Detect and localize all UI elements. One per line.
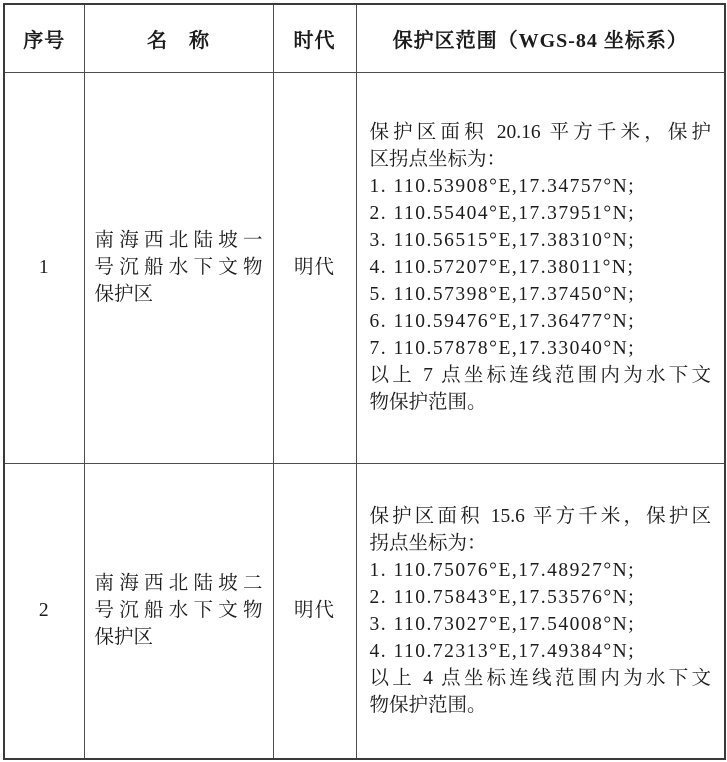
protection-zone-table [3, 3, 726, 760]
table-row [4, 463, 725, 759]
site-name-cell [84, 72, 273, 463]
range-intro-line: 拐点坐标为： [369, 532, 487, 554]
table-header-row [4, 4, 725, 72]
coordinate-line: 7. 110.57878°E,17.33040°N; [369, 338, 636, 359]
header-era: 时代 [273, 4, 356, 72]
site-name-line: 南海西北陆坡一 [94, 230, 263, 251]
protection-range-cell [356, 72, 725, 463]
range-intro-line: 保护区面积 20.16 平方千米，保护 [369, 122, 711, 143]
coordinate-line: 4. 110.72313°E,17.49384°N; [369, 640, 636, 662]
coordinate-line: 4. 110.57207°E,17.38011°N; [369, 257, 635, 278]
range-closing-line: 物保护范围。 [369, 392, 487, 413]
site-name-line: 号沉船水下文物 [94, 600, 263, 622]
site-name-cell [84, 463, 273, 759]
coordinate-line: 3. 110.56515°E,17.38310°N; [369, 230, 636, 251]
site-name-line: 南海西北陆坡二 [94, 573, 263, 595]
header-name: 名 称 [84, 4, 273, 72]
range-intro-line: 保护区面积 15.6 平方千米，保护区 [369, 505, 711, 527]
range-closing-line: 物保护范围。 [369, 694, 487, 716]
header-serial-number: 序号 [4, 4, 84, 72]
coordinate-line: 1. 110.75076°E,17.48927°N; [369, 559, 636, 581]
range-closing-line: 以上 4 点坐标连线范围内为水下文 [369, 667, 711, 689]
coordinate-line: 5. 110.57398°E,17.37450°N; [369, 284, 636, 305]
site-name-line: 保护区 [94, 284, 154, 305]
range-intro-line: 区拐点坐标为： [369, 149, 507, 170]
coordinate-line: 2. 110.55404°E,17.37951°N; [369, 203, 636, 224]
coordinate-line: 3. 110.73027°E,17.54008°N; [369, 613, 636, 635]
header-protection-range: 保护区范围（WGS-84 坐标系） [356, 4, 725, 72]
coordinate-line: 1. 110.53908°E,17.34757°N; [369, 176, 636, 197]
serial-number-cell: 2 [4, 463, 84, 759]
era-cell: 明代 [273, 463, 356, 759]
coordinate-line: 6. 110.59476°E,17.36477°N; [369, 311, 636, 332]
serial-number-cell: 1 [4, 72, 84, 463]
table-row [4, 72, 725, 463]
range-closing-line: 以上 7 点坐标连线范围内为水下文 [369, 365, 711, 386]
era-cell: 明代 [273, 72, 356, 463]
protection-range-cell [356, 463, 725, 759]
coordinate-line: 2. 110.75843°E,17.53576°N; [369, 586, 636, 608]
site-name-line: 保护区 [94, 627, 154, 649]
site-name-line: 号沉船水下文物 [94, 257, 263, 278]
